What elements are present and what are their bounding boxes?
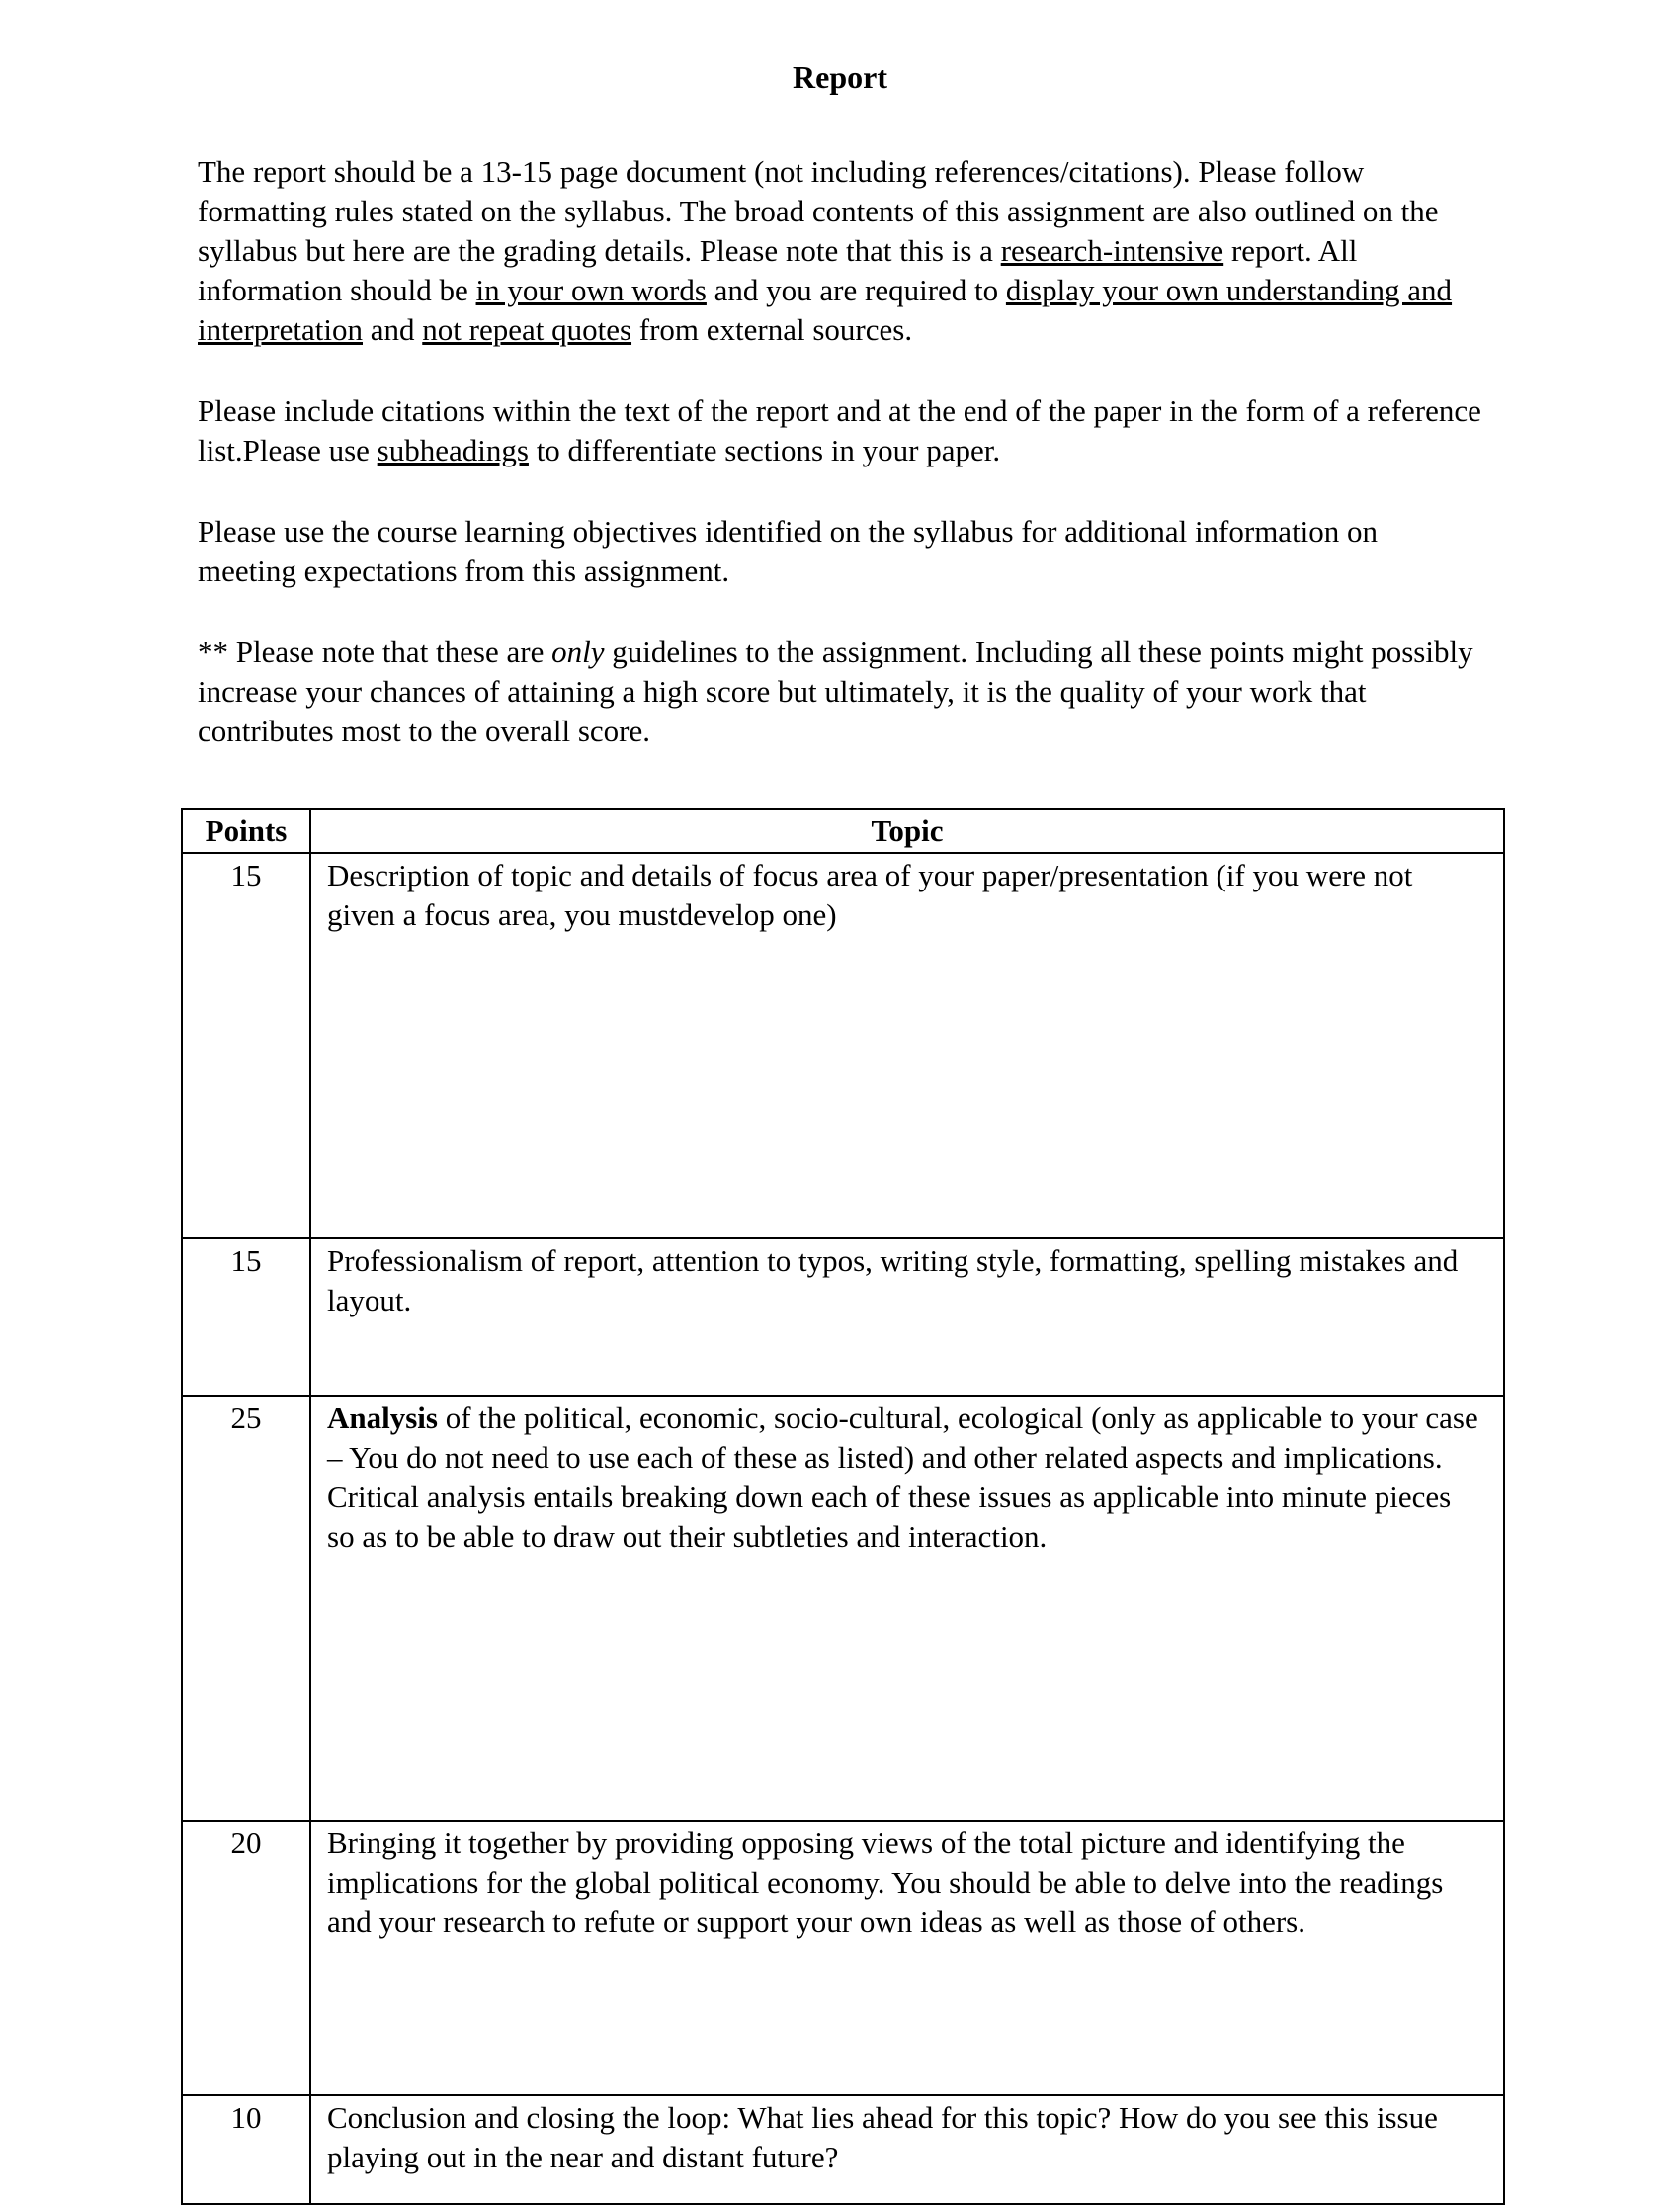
- table-row: [182, 1238, 1504, 1396]
- column-header-points: Points: [182, 809, 310, 853]
- points-cell: 15: [182, 1238, 310, 1396]
- points-cell: 20: [182, 1821, 310, 2095]
- points-cell: 25: [182, 1396, 310, 1821]
- paragraph-note: ** Please note that these are only guidelines to the assignment. Including all these points might possibly increase your chances of attaining a high score but ultimately, it is the quality of your work that contributes most to the overall score.: [198, 635, 1473, 748]
- column-header-topic: Topic: [310, 809, 1504, 853]
- points-cell: 15: [182, 853, 310, 1238]
- points-cell: 10: [182, 2095, 310, 2204]
- paragraph-citations: Please include citations within the text of the report and at the end of the paper in the form of a reference list.Please use subheadings to differentiate sections in your paper.: [198, 393, 1481, 467]
- topic-cell: Description of topic and details of focus area of your paper/presentation (if you were not given a focus area, you mustdevelop one): [310, 853, 1504, 1238]
- page-title: Report: [793, 59, 887, 95]
- table-row: [182, 1396, 1504, 1821]
- table-row: [182, 1821, 1504, 2095]
- paragraph-intro: The report should be a 13-15 page document (not including references/citations). Please follow formatting rules stated on the syllabus. The broad contents of this assignment are also outlined on the syllabus but here are the grading details. Please note that this is a research-intensive report. All information should be in your own words and you are required to display your own understanding and interpretation and not repeat quotes from external sources.: [198, 154, 1453, 347]
- topic-cell: Bringing it together by providing opposing views of the total picture and identifying the implications for the global political economy. You should be able to delve into the readings and your research to refute or support your own ideas as well as those of others.: [310, 1821, 1504, 2095]
- topic-cell: Analysis of the political, economic, socio-cultural, ecological (only as applicable to your case – You do not need to use each of these as listed) and other related aspects and implications. Critical analysis entails breaking down each of these issues as applicable into minute pieces so as to be able to draw out their subtleties and interaction.: [310, 1396, 1504, 1821]
- grading-table: [181, 808, 1505, 2205]
- topic-cell: Professionalism of report, attention to typos, writing style, formatting, spelling mistakes and layout.: [310, 1238, 1504, 1396]
- table-header-row: [182, 809, 1504, 853]
- table-row: [182, 853, 1504, 1238]
- topic-cell: Conclusion and closing the loop: What lies ahead for this topic? How do you see this issue playing out in the near and distant future?: [310, 2095, 1504, 2204]
- paragraph-objectives: Please use the course learning objectives identified on the syllabus for additional information on meeting expectations from this assignment.: [198, 514, 1379, 588]
- table-row: [182, 2095, 1504, 2204]
